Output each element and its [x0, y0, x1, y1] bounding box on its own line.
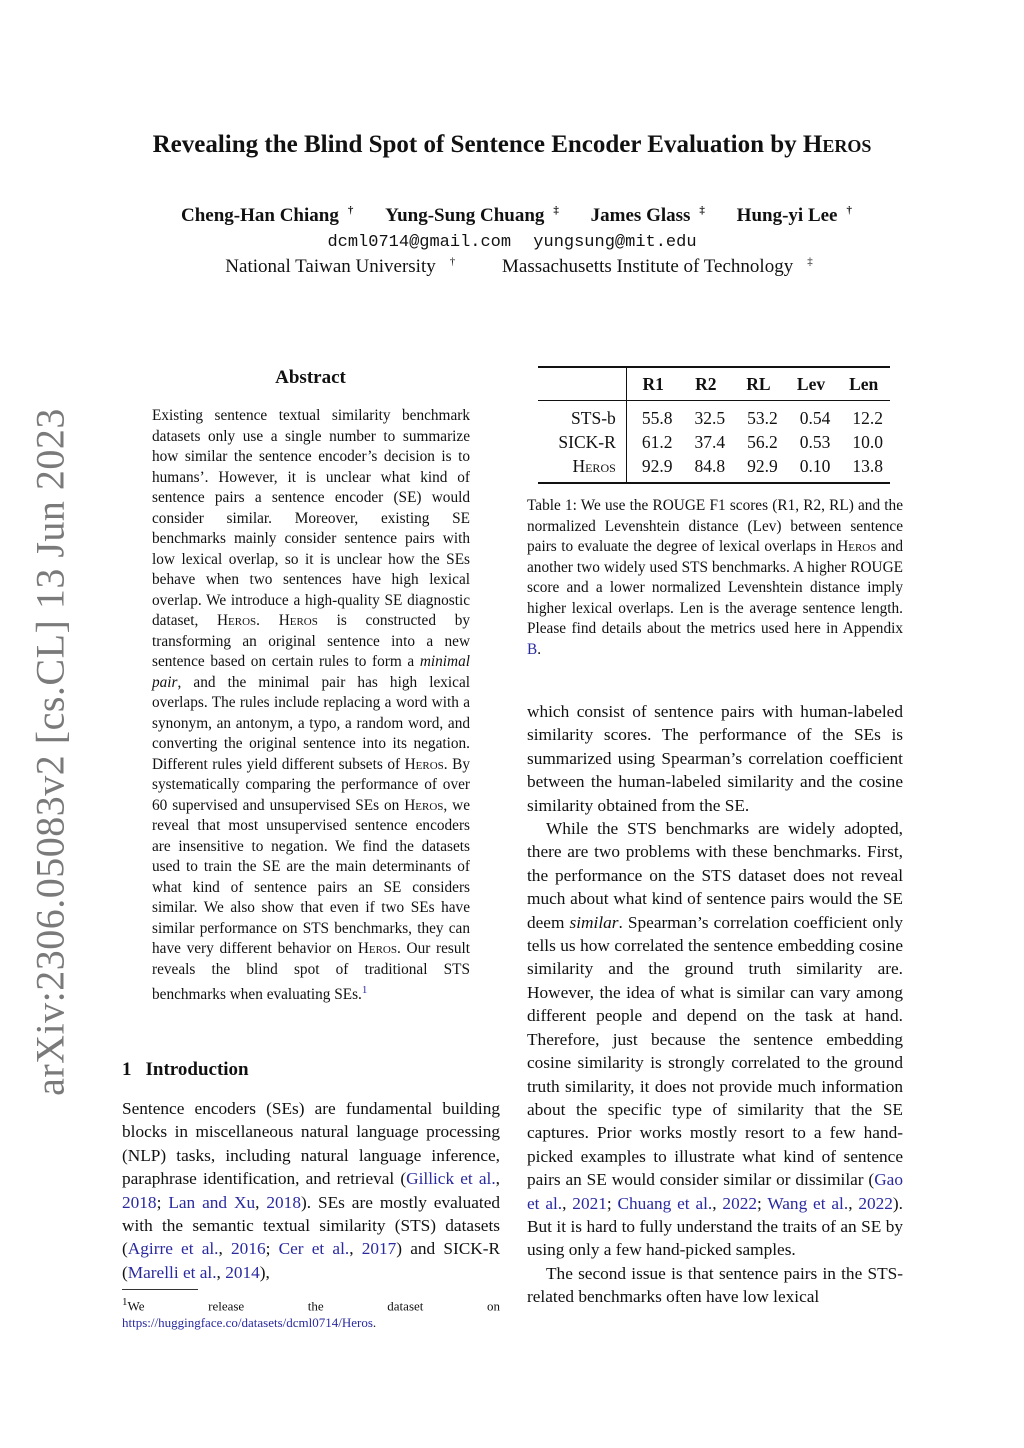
affiliation-name: National Taiwan University — [225, 256, 436, 278]
text: ) and SICK-R ( — [122, 1239, 501, 1282]
table-cell: 10.0 — [852, 431, 883, 452]
text: and another two widely used STS benchmarks. A higher ROUGE score and a lower normalized Levenshtein distance imply higher lexical overlaps. Len is the average sentence length. Please find details about the metrics used here in Appendix — [527, 538, 903, 637]
citation-link[interactable]: Cer et al. — [278, 1239, 350, 1259]
affiliation-mark: ‡ — [807, 256, 813, 268]
results-table — [538, 366, 890, 484]
citation-link[interactable]: 2022 — [858, 1193, 893, 1213]
table-cell: 13.8 — [852, 455, 883, 476]
paragraph — [527, 817, 903, 1262]
text: . — [372, 1315, 377, 1331]
author — [728, 205, 852, 226]
text: . By systematically comparing the performance of over 60 supervised and unsupervised SEs on — [152, 755, 471, 814]
table-caption — [527, 496, 903, 660]
text: , — [848, 1193, 859, 1213]
text: . Spearman’s correlation coefficient only tells us how correlated the sentence embedding cosine similarity and the ground truth similarity are. However, the idea of what is similar can vary among different people and depend on the task at hand. Therefore, just because the sentence embedding cosine similarity is strongly correlated to the ground truth similarity, it does not provide much information about the specific type of similarity that the SE captures. Prior works mostly resort to a few hand-picked examples to illustrate what kind of sentence pairs an SE would consider similar or dissimilar ( — [527, 912, 903, 1190]
text: ). SEs are mostly evaluated with the semantic textual similarity (STS) datasets ( — [122, 1192, 501, 1259]
citation-link[interactable]: Agirre et al. — [127, 1239, 219, 1259]
author — [172, 205, 353, 226]
author-name: Yung-Sung Chuang — [385, 205, 545, 227]
dataset-name: Heros — [404, 755, 444, 773]
text: Existing sentence textual similarity benchmark datasets only use a single number to summarize how similar the sentence encoder’s decision is to humans’. However, it is unclear what kind of sentence pairs a sentence encoder (SE) would consider similar. Moreover, existing SE benchmarks mainly consider sentence pairs with low lexical overlap, so it is unclear how the SEs behave when two sentences have high lexical overlap. We introduce a high-quality SE diagnostic dataset, — [152, 407, 470, 629]
affiliation — [211, 256, 455, 277]
email[interactable]: yungsung@mit.edu — [533, 233, 697, 252]
table-row — [538, 430, 890, 454]
author — [376, 205, 559, 226]
column-header: RL — [746, 373, 771, 394]
dataset-link[interactable]: https://huggingface.co/datasets/dcml0714/Heros — [122, 1315, 373, 1331]
table-cell: 32.5 — [694, 407, 726, 428]
author-emails — [0, 233, 1024, 252]
footnote-text: We release the dataset on — [127, 1298, 500, 1314]
table-cell: 0.54 — [799, 407, 831, 428]
table-cell: 61.2 — [641, 431, 673, 452]
text: . — [537, 640, 542, 658]
text: . Our result reveals the blind spot of traditional STS benchmarks when evaluating SEs. — [152, 940, 471, 1004]
text: , — [712, 1193, 723, 1213]
paper-title — [0, 131, 1024, 159]
author-mark: ‡ — [699, 205, 705, 217]
text: . — [256, 612, 279, 629]
section-heading — [122, 1059, 249, 1081]
affiliation — [488, 256, 813, 277]
paragraph: which consist of sentence pairs with human-labeled similarity scores. The performance of the SEs is summarized using Spearman’s correlation coefficient between the human-labeled similarity and the cosine similarity obtained from the SE. — [527, 702, 903, 815]
dataset-name: Heros — [404, 796, 444, 814]
footnote-rule — [122, 1289, 198, 1290]
citation-link[interactable]: 2014 — [225, 1262, 260, 1282]
table-corner — [538, 367, 626, 401]
author-list — [0, 205, 1024, 227]
text: Sentence encoders (SEs) are fundamental building blocks in miscellaneous natural language processing (NLP) tasks, including natural language inference, paraphrase identification, and retrieval ( — [122, 1099, 500, 1189]
title-main: Revealing the Blind Spot of Sentence Encoder Evaluation by — [152, 131, 803, 158]
citation-link[interactable]: Wang et al. — [767, 1193, 849, 1213]
table-cell: 53.2 — [747, 407, 778, 428]
right-column-body — [527, 700, 903, 1309]
table-cell: 12.2 — [852, 407, 883, 428]
table-cell: 37.4 — [694, 431, 726, 452]
footnote-ref[interactable]: 1 — [361, 984, 368, 996]
text: While the STS benchmarks are widely adopted, there are two problems with these benchmarks. First, the performance on the STS dataset does not reveal much about what kind of sentence pairs would the SE deem — [527, 819, 903, 932]
intro-paragraph — [122, 1097, 500, 1284]
author-mark: † — [347, 205, 354, 217]
table-cell: 92.9 — [747, 455, 778, 476]
abstract-heading: Abstract — [275, 367, 346, 388]
footnote — [122, 1294, 500, 1331]
text: ; — [756, 1193, 768, 1213]
text: ), — [259, 1262, 270, 1282]
table-cell: 92.9 — [641, 455, 673, 476]
affiliation-name: Massachusetts Institute of Technology — [502, 256, 794, 278]
table-cell: 84.8 — [694, 455, 726, 476]
citation-link[interactable]: 2021 — [572, 1193, 607, 1213]
table-cell: 56.2 — [747, 431, 778, 452]
row-label: Heros — [538, 454, 626, 483]
row-label: STS-b — [538, 401, 626, 431]
text: , — [562, 1193, 573, 1213]
text: , — [495, 1169, 500, 1189]
section-number: 1 — [122, 1059, 132, 1080]
table-cell: 55.8 — [641, 407, 673, 428]
author-name: Hung-yi Lee — [736, 205, 838, 227]
text: ; — [265, 1239, 279, 1259]
appendix-link[interactable]: B — [527, 640, 538, 658]
column-header: Len — [849, 373, 879, 394]
emphasis: similar — [569, 912, 619, 932]
table-cell: 0.10 — [799, 455, 831, 476]
text: Table 1: We use the ROUGE F1 scores (R1, R2, RL) and the normalized Levenshtein distance (Lev) between sentence pairs to evaluate the degree of lexical overlaps in — [527, 497, 903, 555]
citation-link[interactable]: Lan and Xu — [168, 1192, 256, 1212]
paragraph: The second issue is that sentence pairs in the STS-related benchmarks often have low lexical — [527, 1263, 903, 1307]
dataset-name: Heros — [217, 612, 257, 629]
author-mark: ‡ — [553, 205, 559, 217]
dataset-name: Heros — [357, 940, 397, 957]
table-cell: 0.53 — [799, 431, 831, 452]
text: , — [255, 1192, 267, 1212]
affiliations — [0, 256, 1024, 278]
citation-link[interactable]: 2016 — [231, 1239, 266, 1259]
author-mark: † — [846, 205, 852, 217]
affiliation-mark: † — [449, 256, 456, 268]
author-name: James Glass — [590, 205, 691, 227]
column-header: Lev — [796, 373, 826, 394]
text: , — [216, 1262, 226, 1282]
citation-link[interactable]: Gillick et al. — [406, 1169, 496, 1189]
citation-link[interactable]: Gao et al. — [527, 1170, 903, 1213]
table-header-row — [538, 367, 890, 401]
citation-link[interactable]: Chuang et al. — [617, 1193, 713, 1213]
dataset-name: Heros — [837, 538, 877, 555]
footnote-mark: 1 — [122, 1296, 128, 1308]
column-header: R2 — [695, 373, 717, 394]
text: ). But it is hard to fully understand the traits of an SE by using only a few hand-picked samples. — [527, 1193, 903, 1260]
abstract-body — [152, 406, 470, 1006]
text: is constructed by transforming an original sentence into a new sentence based on certain rules to form a — [152, 612, 470, 670]
text: ; — [156, 1192, 169, 1212]
text: , — [349, 1239, 362, 1259]
email[interactable]: dcml0714@gmail.com — [327, 233, 512, 252]
emphasis: minimal pair — [152, 653, 470, 691]
section-title: Introduction — [145, 1059, 249, 1080]
title-dataset: Heros — [802, 131, 872, 158]
dataset-name: Heros — [278, 612, 318, 629]
text: , and the minimal pair has high lexical overlaps. The rules include replacing a word with a synonym, an antonym, a typo, a random word, and converting the original sentence into its negation. Different rules yield different subsets of — [152, 673, 470, 773]
citation-link[interactable]: 2017 — [361, 1239, 397, 1259]
author — [582, 205, 705, 226]
text: ; — [606, 1193, 618, 1213]
table-row — [538, 454, 890, 483]
text: , — [218, 1239, 232, 1259]
table-row — [538, 401, 890, 431]
text: , we reveal that most unsupervised sentence encoders are insensitive to negation. We find the datasets used to train the SE are the main determinants of what kind of sentence pairs an SE considers similar. We also show that even if two SEs have similar performance on STS benchmarks, they can have very different behavior on — [152, 796, 470, 957]
arxiv-identifier: arXiv:2306.05083v2 [cs.CL] 13 Jun 2023 — [27, 408, 73, 1096]
citation-link[interactable]: 2018 — [266, 1192, 301, 1212]
author-name: Cheng-Han Chiang — [181, 205, 339, 227]
row-label: SICK-R — [538, 430, 626, 454]
citation-link[interactable]: 2022 — [722, 1193, 757, 1213]
column-header: R1 — [642, 373, 664, 394]
citation-link[interactable]: 2018 — [122, 1192, 157, 1212]
citation-link[interactable]: Marelli et al. — [127, 1262, 217, 1282]
